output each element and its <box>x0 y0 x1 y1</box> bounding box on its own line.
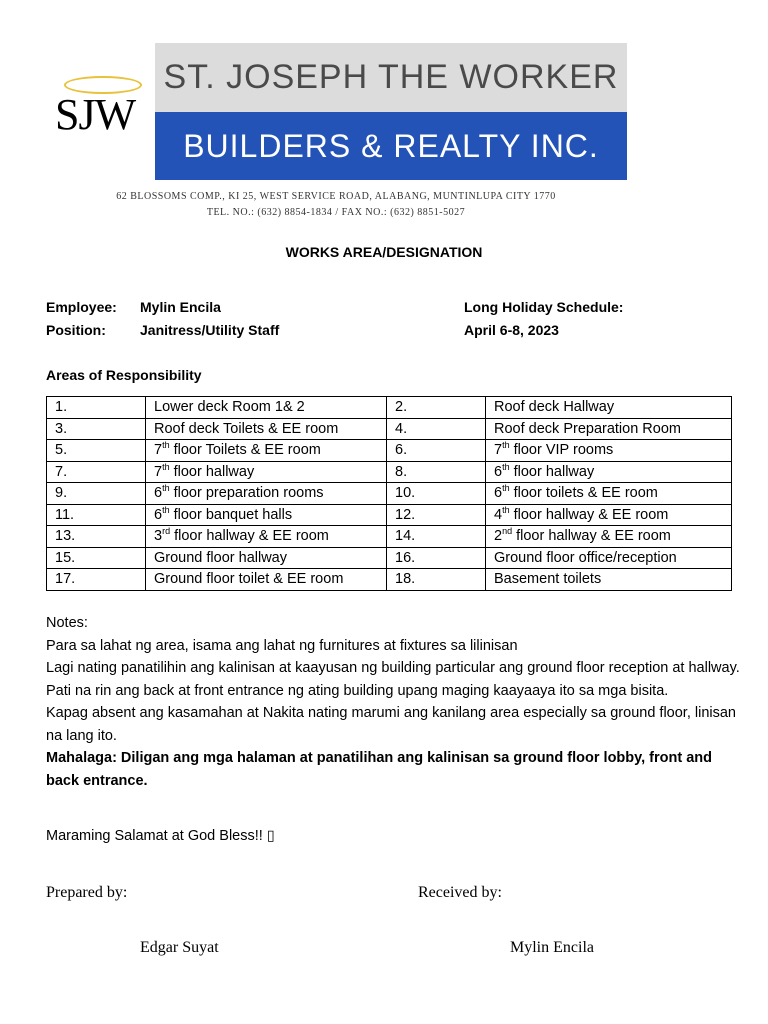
area-name: 7th floor Toilets & EE room <box>146 440 387 462</box>
company-address: 62 BLOSSOMS COMP., KI 25, WEST SERVICE ROAD, ALABANG, MUNTINLUPA CITY 1770 <box>116 191 556 202</box>
notes-section <box>46 612 746 792</box>
area-name: 6th floor hallway <box>486 461 732 483</box>
area-number: 13. <box>47 526 146 548</box>
note-important: Mahalaga: Diligan ang mga halaman at panatilihan ang kalinisan sa ground floor lobby, front and back entrance. <box>46 750 713 789</box>
table-row <box>47 569 732 591</box>
area-number: 10. <box>387 483 486 505</box>
area-number: 5. <box>47 440 146 462</box>
areas-table <box>46 396 732 591</box>
received-by-name: Mylin Encila <box>510 939 594 956</box>
area-number: 2. <box>387 397 486 419</box>
area-number: 3. <box>47 418 146 440</box>
area-number: 17. <box>47 569 146 591</box>
note-line: Kapag absent ang kasamahan at Nakita nating marumi ang kanilang area especially sa ground floor, linisan na lang ito. <box>46 705 736 744</box>
prepared-by-name: Edgar Suyat <box>140 939 219 956</box>
employee-value: Mylin Encila <box>140 299 221 315</box>
table-row <box>47 418 732 440</box>
area-name: 7th floor hallway <box>146 461 387 483</box>
area-number: 9. <box>47 483 146 505</box>
area-name: 6th floor toilets & EE room <box>486 483 732 505</box>
position-value: Janitress/Utility Staff <box>140 322 280 338</box>
notes-heading: Notes: <box>46 615 88 631</box>
prepared-by-label: Prepared by: <box>46 884 128 901</box>
schedule-label: Long Holiday Schedule: <box>464 299 624 315</box>
area-name: Ground floor hallway <box>146 547 387 569</box>
area-name: Ground floor office/reception <box>486 547 732 569</box>
table-row <box>47 440 732 462</box>
table-row <box>47 526 732 548</box>
area-number: 15. <box>47 547 146 569</box>
area-name: 4th floor hallway & EE room <box>486 504 732 526</box>
company-name-line2: BUILDERS & REALTY INC. <box>155 112 627 180</box>
area-number: 16. <box>387 547 486 569</box>
area-name: 7th floor VIP rooms <box>486 440 732 462</box>
note-line: Lagi nating panatilihin ang kalinisan at kaayusan ng building particular ang ground floor reception at hallway. Pati na rin ang back at front entrance ng ating building upang maging kaayaaya ito sa mga bisita. <box>46 660 740 699</box>
schedule-value: April 6-8, 2023 <box>464 322 559 338</box>
area-number: 4. <box>387 418 486 440</box>
area-name: 6th floor preparation rooms <box>146 483 387 505</box>
company-name-line1: ST. JOSEPH THE WORKER <box>155 43 627 112</box>
company-contact: TEL. NO.: (632) 8854-1834 / FAX NO.: (632) 8851-5027 <box>206 207 466 218</box>
area-name: Roof deck Toilets & EE room <box>146 418 387 440</box>
area-number: 18. <box>387 569 486 591</box>
area-number: 12. <box>387 504 486 526</box>
area-number: 1. <box>47 397 146 419</box>
note-line: Para sa lahat ng area, isama ang lahat ng furnitures at fixtures sa lilinisan <box>46 637 518 654</box>
area-name: Lower deck Room 1& 2 <box>146 397 387 419</box>
table-row <box>47 483 732 505</box>
document-title: WORKS AREA/DESIGNATION <box>285 244 483 260</box>
area-name: 3rd floor hallway & EE room <box>146 526 387 548</box>
area-number: 6. <box>387 440 486 462</box>
area-name: Roof deck Preparation Room <box>486 418 732 440</box>
table-row <box>47 397 732 419</box>
areas-heading: Areas of Responsibility <box>46 367 202 383</box>
area-name: Basement toilets <box>486 569 732 591</box>
table-row <box>47 504 732 526</box>
area-name: 2nd floor hallway & EE room <box>486 526 732 548</box>
area-number: 8. <box>387 461 486 483</box>
area-name: 6th floor banquet halls <box>146 504 387 526</box>
area-name: Ground floor toilet & EE room <box>146 569 387 591</box>
closing-message: Maraming Salamat at God Bless!! ▯ <box>46 828 275 844</box>
area-number: 7. <box>47 461 146 483</box>
area-name: Roof deck Hallway <box>486 397 732 419</box>
position-label: Position: <box>46 322 106 338</box>
area-number: 14. <box>387 526 486 548</box>
employee-label: Employee: <box>46 299 117 315</box>
area-number: 11. <box>47 504 146 526</box>
company-logo: SJW <box>55 90 136 139</box>
table-row <box>47 461 732 483</box>
table-row <box>47 547 732 569</box>
received-by-label: Received by: <box>418 884 502 901</box>
